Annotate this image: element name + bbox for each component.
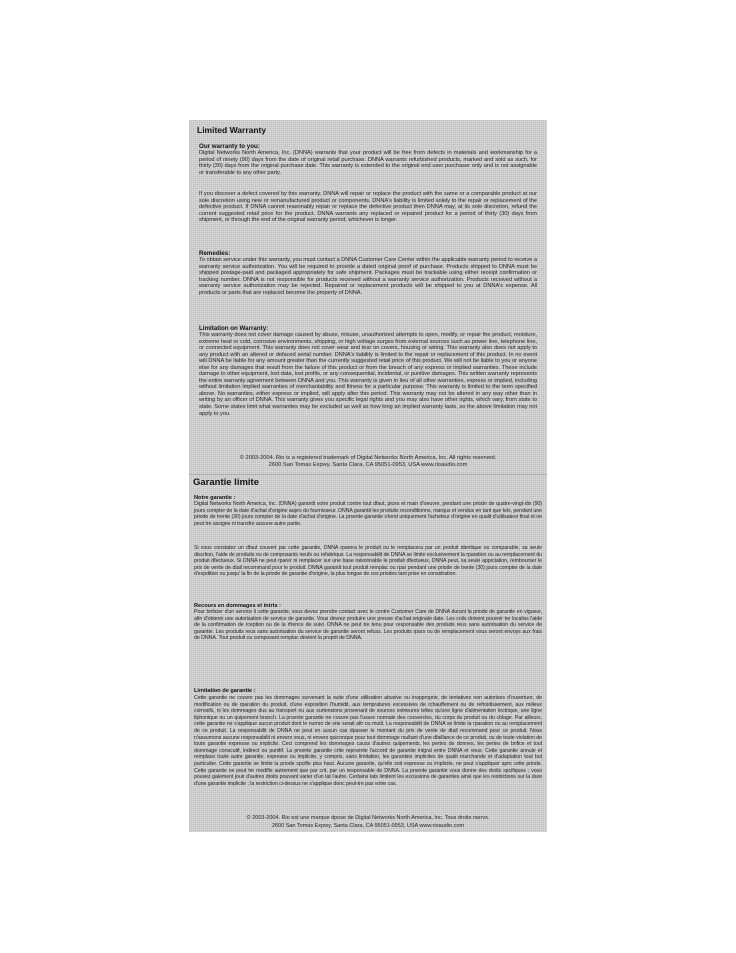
notre-garantie-paragraph-2: Si vous constatez un dfaut couvert par cette garantie, DNNA rparera le produit ou le remplacera par un produit identique ou comparable, sa seule discrtion, l'aide de produits ou de composants neufs ou refabriqus. La responsabilit de DNNA se limite exclusivement la rparation ou au remplacement du produit dfectueux. Si DNNA ne peut rparer ni remplacer sur une base raisonnable le produit dfectueux, DNNA peut, sa seule apprciation, rembourser le prix de vente de dtail recommand pour le produit. DNNA garantit tout produit remplac ou rpar pendant une priode de trente (30) jours compter de la date d'expdition ou jusqu' la fin de la priode de garantie d'origine, la plus longue de ces priodes tant prise en considration.: [194, 545, 542, 578]
limitation-paragraph: This warranty does not cover damage caused by abuse, misuse, unauthorized attempts to open, modify, or repair the product, moisture, extreme heat or cold, corrosive environments, shipping, or high voltage surges from external sources such as power line, telephone line, or connected equipment. This warranty does not cover wear and tear on covers, housing or wiring. This warranty also does not apply to any product with an altered or defaced serial number. DNNA's liability is limited to the repair or replacement of this product. In no event will DNNA be liable for any amount greater than the currently suggested retail price of this product. We will not be liable to you or anyone else for any damages that result from the failure of this product or from the breach of any express or implied warranties. These include damage to other equipment, lost data, lost profits, or any consequential, incidental, or punitive damages. This written warranty represents the entire warranty agreement between DNNA and you. This warranty is given in lieu of all other warranties, express or implied, including without limitation implied warranties of merchantability and fitness for a particular purpose. This warranty is limited to the term specified above. No warranties, either express or implied, will apply after this period. This warranty may not be altered in any way other than in writing by an officer of DNNA. This warranty gives you specific legal rights and you may also have other rights, which vary, from state to state. Some states limit what warranties may be excluded as well as how long an implied warranty lasts, so the above limitation may not apply to you.: [199, 332, 537, 417]
remedies-paragraph: To obtain service under this warranty, you must contact a DNNA Customer Care Center within the applicable warranty period to receive a warranty service authorization. You will be required to provide a dated original proof of purchase. Products shipped to DNNA must be shipped postage-paid and packaged appropriately for safe shipment. Packages must be trackable using either receipt confirmation or tracking number. DNNA is not responsible for products received without a warranty service authorization. Products received without a warranty service authorization may be rejected. Repaired or replacement products will be shipped to you at DNNA's expense. All products or parts that are replaced become the property of DNNA.: [199, 257, 537, 296]
notre-garantie-heading: Notre garantie :: [194, 495, 236, 501]
warranty-title: Limited Warranty: [197, 125, 267, 135]
french-footer-copyright: © 2003-2004. Rio est une marque dpose de Digital Networks North America, Inc. Tous droits rservs.: [246, 815, 490, 821]
garantie-title: Garantie limite: [193, 477, 259, 488]
recours-paragraph: Pour bnficier d'un service li cette garantie, vous devez prendre contact avec le centre Customer Care de DNNA durant la priode de garantie en vigueur, afin d'obtenir une autorisation de service de garantie. Vous devrez produire une preuve d'achat originale date. Les colis doivent pouvoir tre localiss l'aide de la confirmation de rception ou de la rfrence de suivi. DNNA ne peut tre tenu pour responsable des produits reus sans autorisation du service de garantie. Les produits reus sans autorisation du service de garantie seront refuss. Les produits rpars ou de remplacement vous seront envoys aux frais de DNNA. Tout produit ou composant remplac devient la proprit de DNNA.: [194, 609, 542, 642]
english-footer-address: 2600 San Tomas Expwy, Santa Clara, CA 95051-0953, USA www.rioaudio.com: [268, 462, 468, 468]
english-footer-copyright: © 2003-2004. Rio is a registered trademark of Digital Networks North America, Inc. All rights reserved.: [239, 455, 497, 461]
notre-garantie-paragraph-1: Digital Networks North America, Inc. (DNNA) garantit votre produit contre tout dfaut, pices et main d'oeuvre, pendant une priode de quatre-vingt-dix (90) jours compter de la date d'achat d'origine auprs du fournisseur. DNNA garantit les produits reconditionns, marqus et vendus en tant que tels, pendant une priode de trente (30) jours compter de la date d'achat d'origine. La prsente garantie s'tend uniquement l'acheteur d'origine en qualit d'utilisateur final et ne peut tre assigne ni transfre aucune autre partie.: [194, 501, 542, 527]
warranty-sheet: [189, 120, 547, 832]
recours-heading: Recours en dommages et intrts :: [194, 603, 282, 609]
our-warranty-paragraph-2: If you discover a defect covered by this warranty, DNNA will repair or replace the product with the same or a comparable product at our sole discretion using new or remanufactured product or components. DNNA's liability is limited solely to the repair or replacement of the defective product. If DNNA cannot reasonably repair or replace the defective product then DNNA may, at its sole discretion, refund the current suggested retail price for the product. DNNA warrants any replaced or repaired product for a period of thirty (30) days from shipment, or through the end of the original warranty period, whichever is longer.: [199, 191, 537, 224]
french-footer-address: 2600 San Tomas Expwy, Santa Clara, CA 95051-0953, USA www.rioaudio.com: [271, 823, 465, 829]
our-warranty-heading: Our warranty to you:: [199, 143, 260, 150]
section-divider: [189, 474, 547, 475]
limitation-de-garantie-paragraph: Cette garantie ne couvre pas les dommages survenant la suite d'une utilisation abusive ou inapproprie, de tentatives non autorises d'ouverture, de modification ou de rparation du produit, d'une exposition l'humidit, aux tempratures excessives de rchauffement ou de refroidissement, aux milieux corrosifs, ni les dommages dus au transport ou aux surtensions provenant de sources extrieures telles qu'une ligne d'alimentation lectrique, une ligne tlphonique ou un quipement branch. La prsente garantie ne couvre pas l'usure normale des couvercles, du corps du produit ou du cblage. Par ailleurs, cette garantie ne s'applique aucun produit dont le numro de srie serait altr ou mutil. La responsabilit de DNNA se limite la rparation ou au remplacement de ce produit. La responsabilit de DNNA ne peut en aucun cas dpasser le montant du prix de vente de dtail recommand pour ce produit. Nous n'assumons aucune responsabilit ni envers vous, ni envers quiconque pour tout dommage rsultant d'une dfaillance de ce produit, ou de toute violation de toute garantie expresse ou implicite. Ceci comprend les dommages causs d'autres quipements, les pertes de donnes, les pertes de bnfice et tout dommage conscutif, indirect ou punitif. La prsente garantie crite reprsente l'accord de garantie intgral entre DNNA et vous. Cette garantie annule et remplace toute autre garantie, expresse ou implicite, y compris, sans limitation, les garanties implicites de qualit marchande et d'adaptation tout but particulier. Cette garantie se limite la priode spcifie plus haut. Aucune garantie, qu'elle soit expresse ou implicite, ne peut s'appliquer aprs cette priode. Cette garantie ne peut tre modifie autrement que par crit, par un responsable de DNNA. La prsente garantie vous donne des droits spcifiques ; vous pouvez galement jouir d'autres droits pouvant varier d'un tat l'autre. Certains tats limitent les exclusions de garanties ainsi que les restrictions sur la dure d'une garantie implicite ; la restriction ci-dessus ne s'applique donc peut-tre pas votre cas.: [194, 695, 542, 787]
limitation-de-garantie-heading: Limitation de garantie :: [194, 688, 256, 694]
remedies-heading: Remedies:: [199, 250, 231, 257]
limitation-heading: Limitation on Warranty:: [199, 325, 269, 332]
our-warranty-paragraph-1: Digital Networks North America, Inc. (DNNA) warrants that your product will be free from defects in materials and workmanship for a period of ninety (90) days from the date of original retail purchase. DNNA warrants refurbished products, marked and sold as such, for thirty (30) days from the original purchase date. This warranty is extended to the original end user purchaser only and is not assignable or transferable to any other party.: [199, 150, 537, 176]
